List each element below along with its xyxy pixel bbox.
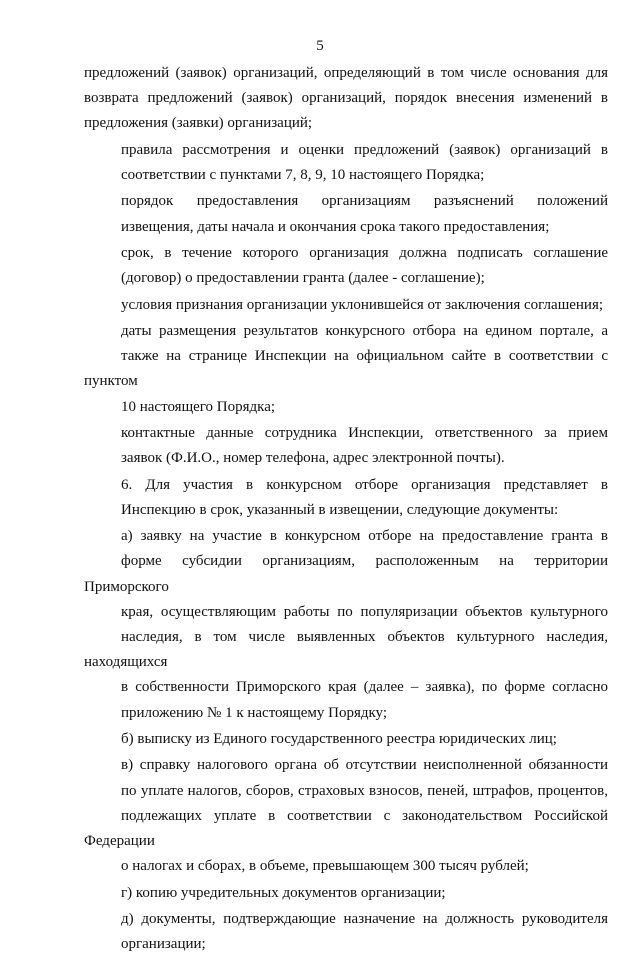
paragraph bbox=[84, 241, 608, 291]
text-line: порядок предоставления организациям разъяснений положений bbox=[121, 193, 608, 210]
text-line: также на странице Инспекции на официальном сайте в соответствии с пунктом bbox=[84, 348, 608, 390]
text-line: (договор) о предоставлении гранта (далее - соглашение); bbox=[121, 270, 485, 287]
paragraph bbox=[84, 907, 608, 957]
text-line: в) справку налогового органа об отсутствии неисполненной обязанности bbox=[121, 757, 608, 774]
text-line: приложению № 1 к настоящему Порядку; bbox=[121, 704, 388, 721]
text-line: организации; bbox=[121, 936, 206, 953]
text-line: 6. Для участия в конкурсном отборе организация представляет в bbox=[121, 476, 608, 493]
paragraph bbox=[84, 473, 608, 523]
text-line: срок, в течение которого организация должна подписать соглашение bbox=[121, 244, 608, 261]
text-line: правила рассмотрения и оценки предложений (заявок) организаций в bbox=[121, 141, 608, 158]
text-line: 10 настоящего Порядка; bbox=[121, 398, 276, 415]
paragraph bbox=[84, 138, 608, 188]
text-line: б) выписку из Единого государственного реестра юридических лиц; bbox=[121, 730, 557, 747]
paragraph bbox=[84, 293, 608, 318]
text-line: по уплате налогов, сборов, страховых взносов, пеней, штрафов, процентов, bbox=[121, 782, 608, 799]
text-line: извещения, даты начала и окончания срока такого предоставления; bbox=[121, 218, 550, 235]
text-line: наследия, в том числе выявленных объектов культурного наследия, находящихся bbox=[84, 628, 608, 671]
text-line: заявок (Ф.И.О., номер телефона, адрес электронной почты). bbox=[121, 450, 505, 467]
text-line: д) документы, подтверждающие назначение на должность руководителя bbox=[121, 910, 608, 927]
text-line: подлежащих уплате в соответствии с законодательством Российской Федерации bbox=[84, 807, 608, 849]
text-line: форме субсидии организациям, расположенным на территории Приморского bbox=[84, 553, 608, 595]
paragraph bbox=[84, 524, 608, 726]
text-line: предложений (заявок) организаций, определяющий в том числе основания для bbox=[84, 65, 608, 81]
paragraph bbox=[84, 881, 608, 906]
text-line: условия признания организации уклонившейся от заключения соглашения; bbox=[121, 296, 604, 313]
text-line: предложения (заявки) организаций; bbox=[84, 115, 313, 132]
paragraph bbox=[84, 189, 608, 239]
text-line: г) копию учредительных документов организации; bbox=[121, 884, 446, 901]
paragraph bbox=[84, 61, 608, 137]
text-line: контактные данные сотрудника Инспекции, ответственного за прием bbox=[121, 424, 608, 441]
paragraph bbox=[84, 753, 608, 879]
text-line: края, осуществляющим работы по популяризации объектов культурного bbox=[121, 603, 608, 620]
text-line: соответствии с пунктами 7, 8, 9, 10 настоящего Порядка; bbox=[121, 167, 485, 183]
text-line: возврата предложений (заявок) организаций, порядок внесения изменений в bbox=[84, 90, 608, 107]
text-line: в собственности Приморского края (далее – заявка), по форме согласно bbox=[121, 679, 608, 696]
paragraph bbox=[84, 727, 608, 752]
text-line: Инспекцию в срок, указанный в извещении, следующие документы: bbox=[121, 501, 559, 518]
text-line: даты размещения результатов конкурсного отбора на едином портале, а bbox=[121, 322, 608, 339]
page-number: 5 bbox=[316, 38, 324, 54]
paragraph bbox=[84, 319, 608, 420]
text-line: а) заявку на участие в конкурсном отборе на предоставление гранта в bbox=[121, 528, 608, 545]
text-line: о налогах и сборах, в объеме, превышающем 300 тысяч рублей; bbox=[121, 858, 529, 875]
document-body bbox=[84, 61, 608, 959]
paragraph bbox=[84, 421, 608, 471]
